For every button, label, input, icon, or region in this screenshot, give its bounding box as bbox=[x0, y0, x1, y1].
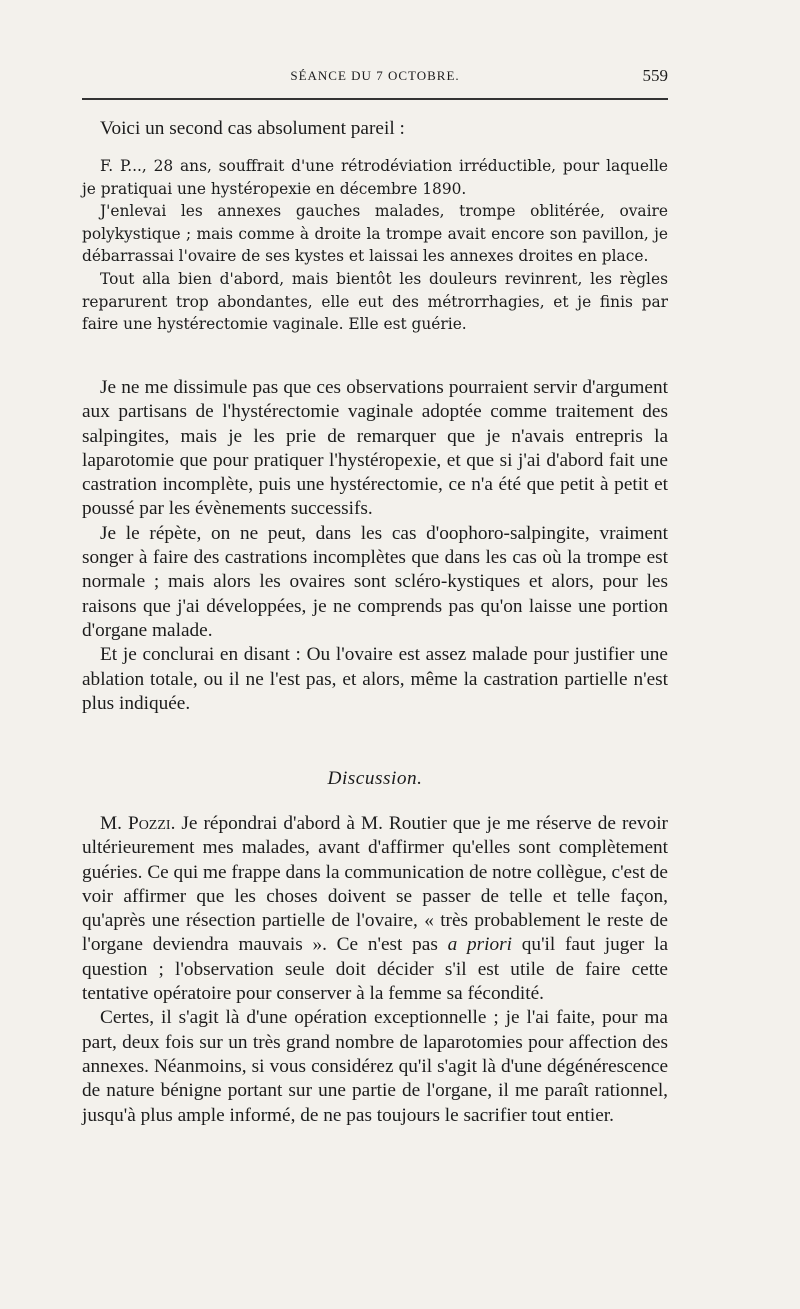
discussion-paragraph-1 bbox=[82, 812, 668, 1006]
discussion-paragraph-2: Certes, il s'agit là d'une opération exceptionnelle ; je l'ai faite, pour ma part, deux fois sur un très grand nombre de laparotomies pour affection des annexes. Néanmoins, si vous considérez qu'il s'agit là d'une dégénérescence de nature bénigne portant sur une partie de l'organe, il me paraît rationnel, jusqu'à plus ample informé, de ne pas toujours le sacrifier tout entier. bbox=[82, 1007, 668, 1126]
discussion-text-a: Je répondrai d'abord à M. Routier que je me réserve de revoir ultérieurement mes malades, avant d'affirmer qu'elles sont complètement guéries. Ce qui me frappe dans la communication de notre collègue, c'est de voir affirmer que les choses doivent se passer de telle et telle façon, qu'après une résection partielle de l'ovaire, « très probablement le reste de l'organe deviendra mauvais ». Ce n'est pas bbox=[82, 813, 668, 956]
header-rule bbox=[82, 98, 668, 100]
intro-line: Voici un second cas absolument pareil : bbox=[100, 118, 405, 139]
page-number: 559 bbox=[642, 66, 668, 85]
running-head: SÉANCE DU 7 OCTOBRE. bbox=[290, 68, 460, 83]
case-report bbox=[82, 155, 668, 336]
case-paragraph-1: F. P..., 28 ans, souffrait d'une rétrodéviation irréductible, pour laquelle je pratiquai une hystéropexie en décembre 1890. bbox=[82, 157, 668, 198]
discussion-text-b: qu'il faut juger la question ; l'observation seule doit décider s'il est utile de faire cette tentative opératoire pour conserver à la femme sa fécondité. bbox=[82, 934, 669, 1005]
page-header bbox=[82, 62, 668, 92]
discussion-heading: Discussion. bbox=[327, 768, 423, 789]
main-text bbox=[82, 376, 668, 716]
body-paragraph-2: Je le répète, on ne peut, dans les cas d'oophoro-salpingite, vraiment songer à faire des castrations incomplètes que dans les cas où la trompe est normale ; mais alors les ovaires sont scléro-kystiques et alors, pour les raisons que j'ai développées, je ne comprends pas qu'on laisse une portion d'organe malade. bbox=[82, 522, 668, 641]
case-paragraph-3: Tout alla bien d'abord, mais bientôt les douleurs revinrent, les règles reparurent trop abondantes, elle eut des métrorrhagies, et je finis par faire une hystérectomie vaginale. Elle est guérie. bbox=[82, 269, 668, 334]
body-paragraph-3: Et je conclurai en disant : Ou l'ovaire est assez malade pour justifier une ablation totale, ou il ne l'est pas, et alors, même la castration partielle n'est plus indiquée. bbox=[82, 644, 668, 714]
discussion-text bbox=[82, 812, 668, 1128]
latin-phrase: a priori bbox=[447, 934, 513, 956]
case-paragraph-2: J'enlevai les annexes gauches malades, trompe oblitérée, ovaire polykystique ; mais comme à droite la trompe avait encore son pavillon, je débarrassai l'ovaire de ses kystes et laissai les annexes droites en place. bbox=[82, 202, 668, 266]
body-paragraph-1: Je ne me dissimule pas que ces observations pourraient servir d'argument aux partisans de l'hystérectomie vaginale adoptée comme traitement des salpingites, mais je les prie de remarquer que je n'avais entrepris la laparotomie que pour pratiquer l'hystéropexie, et que si j'ai d'abord fait une castration incomplète, puis une hystérectomie, ce n'a été que petit à petit et poussé par les évènements successifs. bbox=[82, 377, 668, 520]
speaker-name: M. Pozzi. bbox=[100, 813, 176, 834]
